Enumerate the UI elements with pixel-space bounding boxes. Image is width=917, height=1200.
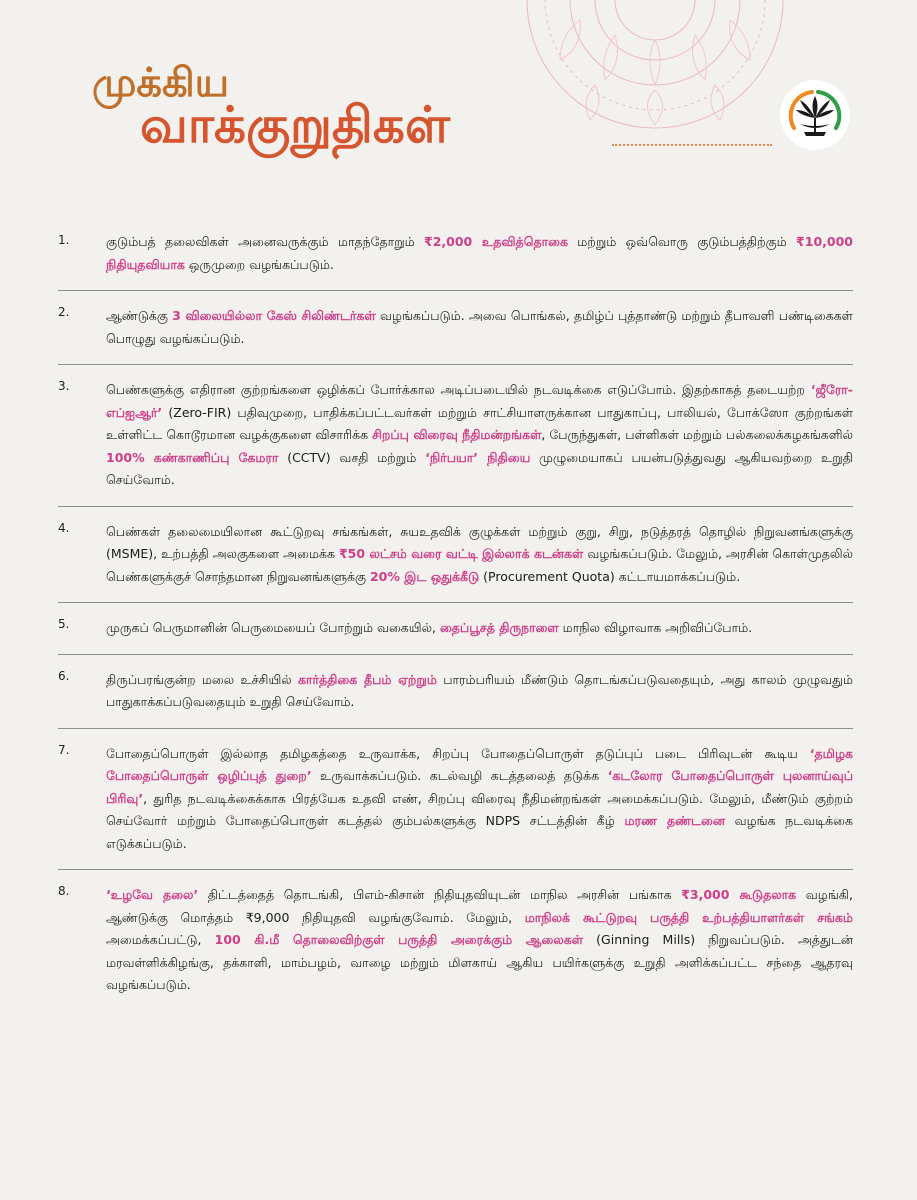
body-text: பெண்களுக்கு எதிரான குற்றங்களை ஒழிக்கப் போர்க்கால அடிப்படையில் நடவடிக்கை எடுப்போம். இதற்காகத் தடையற்ற: [106, 382, 811, 397]
list-item-text: [106, 305, 853, 350]
body-text: ஆண்டுக்கு: [106, 308, 173, 323]
body-text: வழங்கி, ஆண்டுக்கு மொத்தம் ₹9,000 நிதியுதவி வழங்குவோம். மேலும்,: [106, 887, 853, 925]
list-item: [58, 728, 853, 870]
page-title-line2: வாக்குறுதிகள்: [140, 96, 450, 154]
highlight-text: ₹2,000 உதவித்தொகை: [424, 234, 568, 249]
list-item-number: 5.: [58, 617, 70, 631]
highlight-text: 100 கி.மீ தொலைவிற்குள் பருத்தி அரைக்கும் ஆலைகள்: [214, 932, 584, 947]
body-text: முழுமையாகப் பயன்படுத்துவது ஆகியவற்றை உறுதி செய்வோம்.: [106, 449, 853, 487]
highlight-text: 100% கண்காணிப்பு கேமரா: [106, 449, 279, 465]
body-text: மற்றும் ஒவ்வொரு குடும்பத்திற்கும்: [568, 234, 797, 249]
body-text: உருவாக்கப்படும். கடல்வழி கடத்தலைத் தடுக்க: [311, 768, 608, 783]
list-item-text: [106, 231, 853, 276]
list-item-number: 1.: [58, 233, 70, 247]
highlight-text: ‘நிர்பயா’ நிதியை: [425, 449, 531, 465]
mandala-decoration: [505, 0, 805, 130]
body-text: போதைப்பொருள் இல்லாத தமிழகத்தை உருவாக்க, சிறப்பு போதைப்பொருள் தடுப்புப் படை பிரிவுடன் கூடிய: [106, 745, 810, 761]
body-text: திட்டத்தைத் தொடங்கி, பிஎம்-கிசான் நிதியுதவியுடன் மாநில அரசின் பங்காக: [198, 887, 682, 902]
list-item-number: 4.: [58, 520, 70, 535]
highlight-text: 20% இட ஒதுக்கீடு: [369, 568, 480, 584]
highlight-text: தைப்பூசத் திருநாளை: [439, 620, 559, 635]
list-item: [58, 654, 853, 728]
body-text: (Zero-FIR) பதிவுமுறை, பாதிக்கப்பட்டவர்கள் மற்றும் சாட்சியாளருக்கான பாதுகாப்பு, பாலியல், போக்ஸோ குற்றங்கள் உள்ளிட்ட கொடூரமான வழக்குகளை விசாரிக்க: [106, 404, 853, 442]
list-item-text: [106, 379, 853, 492]
list-item-text: [106, 743, 853, 856]
list-item: [58, 364, 853, 506]
highlight-text: ‘தமிழக போதைப்பொருள் ஒழிப்புத் துறை’: [106, 745, 853, 783]
body-text: பெண்கள் தலைமையிலான கூட்டுறவு சங்கங்கள், சுயஉதவிக் குழுக்கள் மற்றும் குறு, சிறு, நடுத்தரத் தொழில் நிறுவனங்களுக்கு (MSME), உற்பத்தி அலகுகளை அமைக்க: [106, 523, 853, 561]
body-text: பாரம்பரியம் மீண்டும் தொடங்கப்படுவதையும், அது காலம் முழுவதும் பாதுகாக்கப்படுவதையும் உறுதி செய்வோம்.: [106, 671, 853, 709]
lotus-icon: [780, 80, 850, 150]
highlight-text: சிறப்பு விரைவு நீதிமன்றங்கள்: [372, 427, 542, 442]
body-text: வழங்கப்படும். அவை பொங்கல், தமிழ்ப் புத்தாண்டு மற்றும் தீபாவளி பண்டிகைகள் பொழுது வழங்கப்படும்.: [106, 308, 853, 346]
list-item-number: 7.: [58, 742, 70, 757]
body-text: ஒருமுறை வழங்கப்படும்.: [184, 256, 334, 272]
list-item: [58, 602, 853, 654]
list-item: [58, 225, 853, 290]
highlight-text: ‘உழவே தலை’: [106, 887, 199, 902]
body-text: , துரித நடவடிக்கைக்காக பிரத்யேக உதவி எண், சிறப்பு விரைவு நீதிமன்றங்கள் அமைக்கப்படும். மேலும், மீண்டும் குற்றம் செய்வோர் மற்றும் போதைப்பொருள் கடத்தல் கும்பல்களுக்கு NDPS சட்டத்தின் கீழ்: [106, 790, 853, 828]
highlight-text: 3 விலையில்லா கேஸ் சிலிண்டர்கள்: [172, 308, 376, 323]
body-text: மாநில விழாவாக அறிவிப்போம்.: [558, 620, 753, 635]
body-text: திருப்பரங்குன்ற மலை உச்சியில்: [106, 671, 298, 687]
page-title-line1: முக்கிய: [92, 60, 230, 106]
body-text: (Ginning Mills) நிறுவப்படும். அத்துடன் மரவள்ளிக்கிழங்கு, தக்காளி, மாம்பழம், வாழை மற்றும் மிளகாய் ஆகிய பயிர்களுக்கு உறுதி அளிக்கப்பட்ட சந்தை ஆதரவு வழங்கப்படும்.: [106, 932, 853, 992]
list-item: [58, 869, 853, 1011]
highlight-text: ‘கடலோர போதைப்பொருள் புலனாய்வுப் பிரிவு’: [106, 768, 854, 806]
list-item-text: [106, 884, 853, 997]
title-dotted-line: [612, 144, 772, 146]
highlight-text: ₹50 லட்சம் வரை வட்டி இல்லாக் கடன்கள்: [338, 546, 584, 561]
highlight-text: கார்த்திகை தீபம் ஏற்றும்: [297, 671, 437, 687]
highlight-text: மாநிலக் கூட்டுறவு பருத்தி உற்பத்தியாளர்கள் சங்கம்: [524, 909, 853, 925]
body-text: வழங்க நடவடிக்கை எடுக்கப்படும்.: [106, 813, 853, 851]
highlight-text: ‘ஜீரோ-எப்ஐஆர்’: [106, 382, 853, 420]
list-item: [58, 506, 853, 603]
promise-list: [58, 225, 853, 1011]
highlight-text: மரண தண்டனை: [624, 813, 725, 828]
body-text: குடும்பத் தலைவிகள் அனைவருக்கும் மாதந்தோறும்: [106, 234, 425, 249]
body-text: (Procurement Quota) கட்டாயமாக்கப்படும்.: [479, 568, 741, 584]
list-item-number: 3.: [58, 379, 70, 393]
list-item-number: 8.: [58, 884, 70, 898]
list-item-number: 2.: [58, 305, 70, 319]
body-text: (CCTV) வசதி மற்றும்: [278, 449, 426, 465]
list-item-text: [106, 617, 853, 640]
list-item-text: [106, 669, 853, 714]
body-text: , பேருந்துகள், பள்ளிகள் மற்றும் பல்கலைக்கழகங்களில்: [541, 427, 853, 442]
list-item-text: [106, 521, 853, 589]
body-text: வழங்கப்படும். மேலும், அரசின் கொள்முதலில் பெண்களுக்குச் சொந்தமான நிறுவனங்களுக்கு: [106, 546, 854, 584]
body-text: முருகப் பெருமானின் பெருமையைப் போற்றும் வகையில்,: [106, 620, 440, 635]
list-item: [58, 290, 853, 364]
highlight-text: ₹10,000 நிதியுதவியாக: [106, 234, 853, 272]
highlight-text: ₹3,000 கூடுதலாக: [681, 887, 797, 902]
body-text: அமைக்கப்பட்டு,: [106, 932, 215, 947]
list-item-number: 6.: [58, 668, 70, 683]
